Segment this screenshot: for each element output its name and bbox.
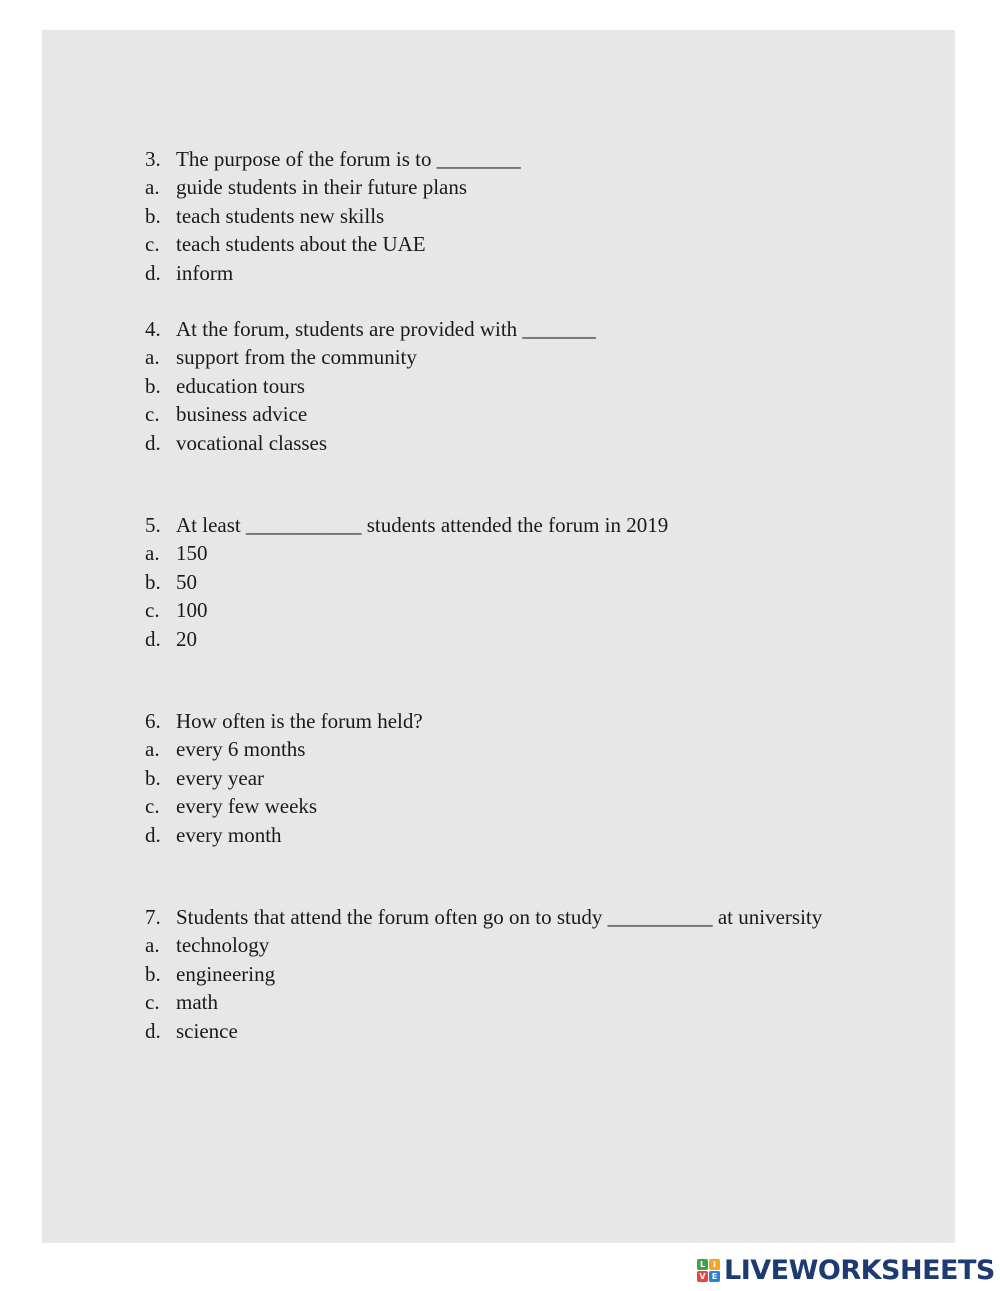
option-text: 50 bbox=[176, 569, 197, 594]
question-stem bbox=[145, 903, 925, 931]
question-stem bbox=[145, 315, 925, 343]
option-text: inform bbox=[176, 260, 234, 285]
answer-option[interactable] bbox=[145, 372, 925, 400]
question-7 bbox=[145, 903, 925, 1045]
option-text: 100 bbox=[176, 598, 208, 623]
option-letter: b. bbox=[145, 765, 161, 790]
option-letter: c. bbox=[145, 232, 160, 257]
question-stem bbox=[145, 145, 925, 173]
option-text: vocational classes bbox=[176, 430, 328, 455]
logo-tile: I bbox=[709, 1259, 720, 1270]
answer-option[interactable] bbox=[145, 735, 925, 763]
option-letter: c. bbox=[145, 794, 160, 819]
question-number: 4. bbox=[145, 317, 161, 341]
answer-option[interactable] bbox=[145, 960, 925, 988]
option-text: math bbox=[176, 990, 218, 1015]
question-stem bbox=[145, 511, 925, 539]
answer-option[interactable] bbox=[145, 764, 925, 792]
answer-option[interactable] bbox=[145, 821, 925, 849]
question-text: At the forum, students are provided with _______ bbox=[176, 317, 596, 341]
liveworksheets-logo[interactable] bbox=[697, 1255, 995, 1285]
option-letter: c. bbox=[145, 598, 160, 623]
option-letter: a. bbox=[145, 541, 160, 566]
logo-tile: V bbox=[697, 1271, 708, 1282]
answer-option[interactable] bbox=[145, 400, 925, 428]
option-letter: b. bbox=[145, 203, 161, 228]
question-number: 5. bbox=[145, 513, 161, 537]
logo-tile: E bbox=[709, 1271, 720, 1282]
option-letter: d. bbox=[145, 1018, 161, 1043]
answer-option[interactable] bbox=[145, 429, 925, 457]
logo-tile: L bbox=[697, 1259, 708, 1270]
answer-option[interactable] bbox=[145, 230, 925, 258]
option-text: 20 bbox=[176, 626, 197, 651]
option-letter: a. bbox=[145, 933, 160, 958]
answer-option[interactable] bbox=[145, 931, 925, 959]
option-text: support from the community bbox=[176, 345, 417, 370]
question-5 bbox=[145, 511, 925, 653]
question-text: Students that attend the forum often go on to study __________ at university bbox=[176, 905, 823, 929]
option-letter: c. bbox=[145, 990, 160, 1015]
answer-option[interactable] bbox=[145, 568, 925, 596]
logo-cube-icon bbox=[697, 1259, 720, 1282]
answer-option[interactable] bbox=[145, 539, 925, 567]
option-letter: d. bbox=[145, 822, 161, 847]
option-text: teach students about the UAE bbox=[176, 232, 426, 257]
logo-text: LIVEWORKSHEETS bbox=[724, 1254, 995, 1286]
question-number: 7. bbox=[145, 905, 161, 929]
option-text: every year bbox=[176, 765, 265, 790]
option-letter: a. bbox=[145, 345, 160, 370]
answer-option[interactable] bbox=[145, 792, 925, 820]
question-text: The purpose of the forum is to ________ bbox=[176, 147, 521, 171]
option-text: technology bbox=[176, 933, 270, 958]
question-number: 6. bbox=[145, 709, 161, 733]
option-text: guide students in their future plans bbox=[176, 175, 468, 200]
answer-option[interactable] bbox=[145, 625, 925, 653]
option-letter: b. bbox=[145, 373, 161, 398]
option-letter: b. bbox=[145, 961, 161, 986]
answer-option[interactable] bbox=[145, 259, 925, 287]
option-letter: c. bbox=[145, 402, 160, 427]
option-letter: d. bbox=[145, 430, 161, 455]
option-letter: d. bbox=[145, 260, 161, 285]
option-text: science bbox=[176, 1018, 238, 1043]
option-text: 150 bbox=[176, 541, 208, 566]
option-text: engineering bbox=[176, 961, 276, 986]
question-3 bbox=[145, 145, 925, 287]
answer-option[interactable] bbox=[145, 343, 925, 371]
option-text: every few weeks bbox=[176, 794, 318, 819]
worksheet-page bbox=[42, 30, 955, 1243]
question-text: At least ___________ students attended the forum in 2019 bbox=[176, 513, 669, 537]
answer-option[interactable] bbox=[145, 988, 925, 1016]
question-6 bbox=[145, 707, 925, 849]
answer-option[interactable] bbox=[145, 596, 925, 624]
option-letter: b. bbox=[145, 569, 161, 594]
question-stem bbox=[145, 707, 925, 735]
answer-option[interactable] bbox=[145, 1017, 925, 1045]
answer-option[interactable] bbox=[145, 173, 925, 201]
option-text: education tours bbox=[176, 373, 305, 398]
option-letter: d. bbox=[145, 626, 161, 651]
option-letter: a. bbox=[145, 737, 160, 762]
option-text: business advice bbox=[176, 402, 308, 427]
question-4 bbox=[145, 315, 925, 457]
answer-option[interactable] bbox=[145, 202, 925, 230]
question-number: 3. bbox=[145, 147, 161, 171]
option-text: teach students new skills bbox=[176, 203, 385, 228]
question-text: How often is the forum held? bbox=[176, 709, 423, 733]
option-text: every 6 months bbox=[176, 737, 306, 762]
option-letter: a. bbox=[145, 175, 160, 200]
option-text: every month bbox=[176, 822, 282, 847]
